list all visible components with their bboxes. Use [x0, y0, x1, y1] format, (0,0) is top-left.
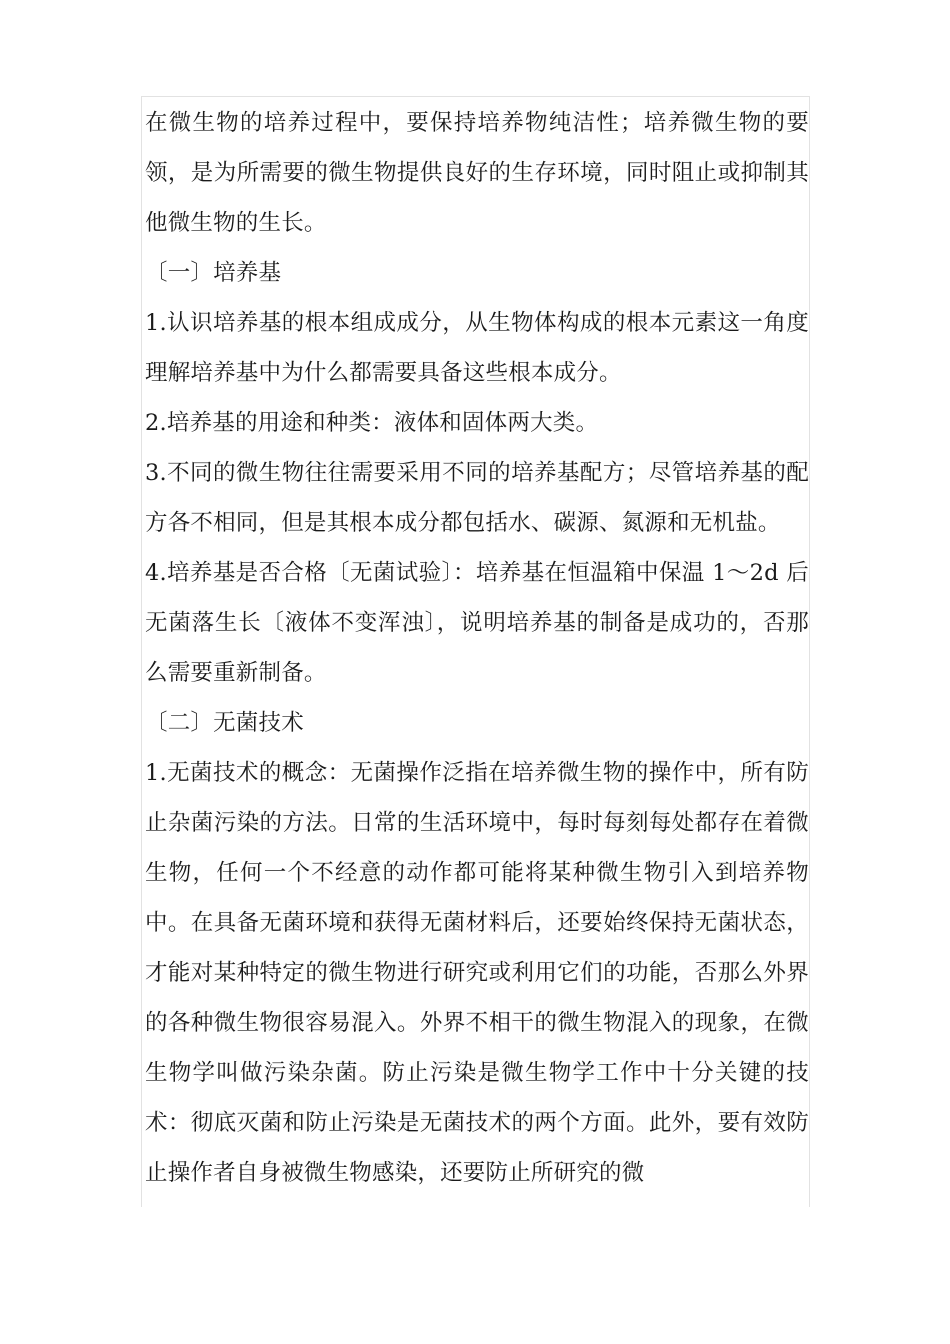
document-body — [145, 98, 809, 1198]
list-item-3: 3.不同的微生物往往需要采用不同的培养基配方；尽管培养基的配方各不相同，但是其根本成分都包括水、碳源、氮源和无机盐。 — [145, 460, 809, 536]
list-item-2: 2.培养基的用途和种类：液体和固体两大类。 — [145, 410, 599, 436]
intro-paragraph: 在微生物的培养过程中，要保持培养物纯洁性；培养微生物的要领，是为所需要的微生物提供良好的生存环境，同时阻止或抑制其他微生物的生长。 — [145, 110, 809, 236]
list-item-4: 4.培养基是否合格〔无菌试验〕：培养基在恒温箱中保温 1～2d 后无菌落生长〔液体不变浑浊〕，说明培养基的制备是成功的，否那么需要重新制备。 — [145, 560, 809, 686]
section-heading-aseptic-technique: 〔二〕无菌技术 — [145, 710, 304, 736]
section-heading-culture-medium: 〔一〕培养基 — [145, 260, 282, 286]
aseptic-paragraph: 1.无菌技术的概念：无菌操作泛指在培养微生物的操作中，所有防止杂菌污染的方法。日常的生活环境中，每时每刻每处都存在着微生物，任何一个不经意的动作都可能将某种微生物引入到培养物中。在具备无菌环境和获得无菌材料后，还要始终保持无菌状态，才能对某种特定的微生物进行研究或利用它们的功能，否那么外界的各种微生物很容易混入。外界不相干的微生物混入的现象，在微生物学叫做污染杂菌。防止污染是微生物学工作中十分关键的技术：彻底灭菌和防止污染是无菌技术的两个方面。此外，要有效防止操作者自身被微生物感染，还要防止所研究的微 — [145, 760, 809, 1186]
list-item-1: 1.认识培养基的根本组成成分，从生物体构成的根本元素这一角度理解培养基中为什么都需要具备这些根本成分。 — [145, 310, 809, 386]
